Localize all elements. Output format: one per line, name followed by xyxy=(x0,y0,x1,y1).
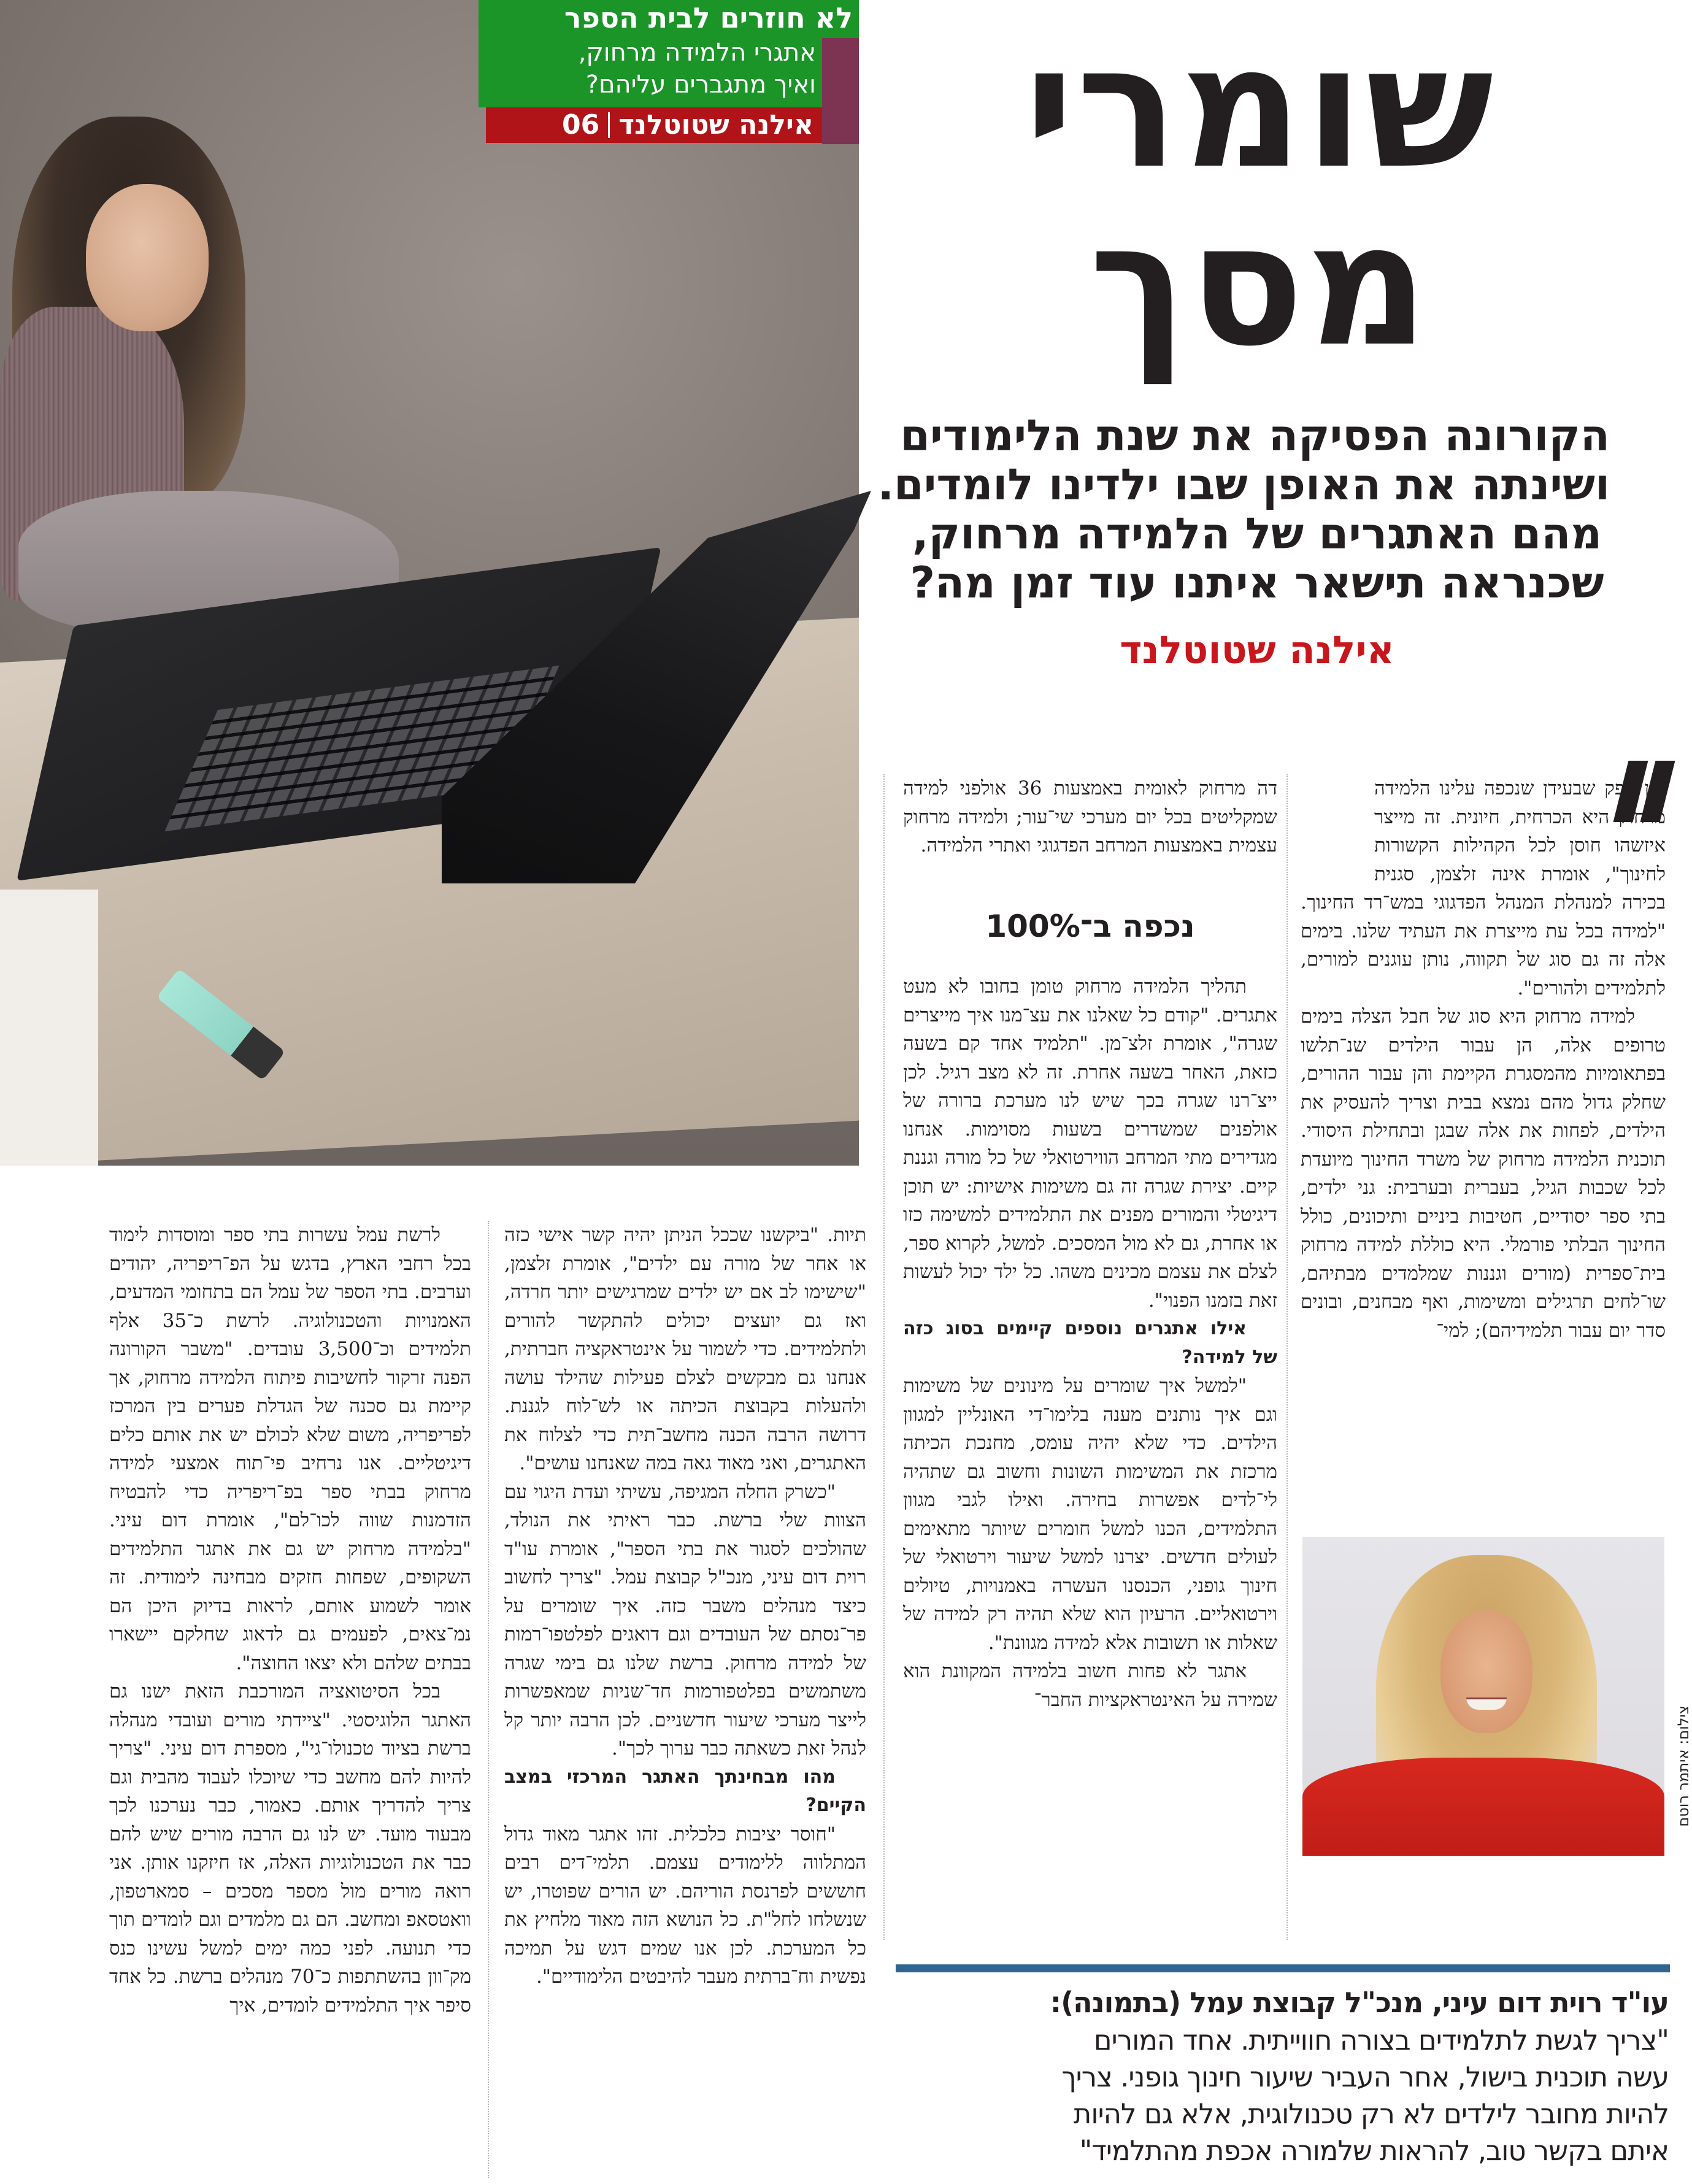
column-paragraph: אתגר לא פחות חשוב בלמידה המקוונת הוא שמירה על האינטראקציות החבר־ xyxy=(903,1660,1277,1711)
section-subheading: נכפה ב־100% xyxy=(985,909,1195,944)
photo-girl-face xyxy=(86,184,209,331)
pull-quote xyxy=(908,1983,1669,2169)
teaser-author: אילנה שטוטלנד xyxy=(618,109,813,140)
pull-quote-line: "צריך לגשת לתלמידים בצורה חווייתית. אחד המורים xyxy=(1093,2024,1669,2056)
article-column-2 xyxy=(903,774,1277,860)
portrait-shirt xyxy=(1302,1758,1664,1856)
column-paragraph: לרשת עמל עשרות בתי ספר ומוסדות לימוד בכל רחבי הארץ, בדגש על הפ־ריפריה, יהודים וערבים. בתי הספר של עמל הם בתחומי המדעים, האמנויות והטכנולוגיה. לרשת כ־35 אלף תלמידים וכ־3,500 עובדים. "משבר הקורונה הפנה זרקור לחשיבות פיתוח הלמידה מרחוק, אך קיימת גם סכנה של הגדלת פערים בין המרכז לפריפריה, משום שלא לכולם יש את אותם כלים דיגיטליים. אנו נרחיב פי־תוח אמצעי למידה מרחוק בבתי ספר בפ־ריפריה כדי להבטיח הזדמנות שווה לכו־לם", אומרת דום עיני. "בלמידה מרחוק יש גם את אתגר התלמידים השקופים, שפחות חזקים מבחינה לימודית. זה אומר לשמוע אותם, לראות בדיוק היכן הם נמ־צאים, לפעמים גם לדאוג שחלקם יישארו בבתים שלהם ולא יצאו החוצה". xyxy=(109,1224,471,1674)
column-paragraph: "למשל איך שומרים על מינונים של משימות וגם איך נותנים מענה בלימו־די האונליין למגוון הילדים. כדי שלא יהיה עומס, מחנכת הכיתה מרכזת את המשימות השונות וחשוב גם שתהיה לי־לדים אפשרות בחירה. ואילו לגבי מגוון התלמידים, הכנו למשל חומרים שיותר מתאימים לעולים חדשים. יצרנו למשל שיעור וירטואלי של חינוך גופני, הכנסנו העשרה באמנויות, טיולים וירטואליים. הרעיון הוא שלא תהיה רק למידה של שאלות או תשובות אלא למידה מגוונת". xyxy=(903,1375,1277,1654)
portrait-photo-ravit-dom-eini xyxy=(1302,1537,1664,1840)
title-line-2: מסך xyxy=(1089,187,1431,383)
teaser-headline: לא חוזרים לבית הספר xyxy=(564,1,853,34)
column-paragraph: דה מרחוק לאומית באמצעות 36 אולפני למידה שמקליטים בכל יום מערכי שי־עור; ולמידה מרחוק עצמית באמצעות המרחב הפדגוגי ואתרי הלמידה. xyxy=(903,777,1277,856)
portrait-smile xyxy=(1466,1698,1507,1710)
interview-question: אילו אתגרים נוספים קיימים בסוג כזה של למידה? xyxy=(903,1318,1277,1368)
pull-quote-line: איתם בקשר טוב, להראות שלמורה אכפת מהתלמיד" xyxy=(1079,2134,1669,2167)
subtitle-line: שכנראה תישאר איתנו עוד זמן מה? xyxy=(910,558,1604,608)
column-divider xyxy=(883,774,885,1940)
pull-quote-rule xyxy=(896,1964,1670,1972)
pull-quote-line: עשה תוכנית בישול, אחר העביר שיעור חינוך גופני. צריך xyxy=(1061,2061,1669,2093)
column-paragraph: בכל הסיטואציה המורכבת הזאת ישנו גם האתגר הלוגיסטי. "ציידתי מורים ועובדי מנהלה ברשת בציוד טכנולו־גי", מספרת דום עיני. "צריך להיות להם מחשב כדי שיוכלו לעבוד מהבית וגם צריך להדריך אותם. כאמור, כבר נערכנו לכך מבעוד מועד. יש לנו גם הרבה מורים שיש להם כבר את הטכנולוגיות האלה, אז חיזקנו אותן. אני רואה מורים מול מספר מסכים – סמארטפון, וואטסאפ ומחשב. הם גם מלמדים וגם לומדים תוך כדי תנועה. לפני כמה ימים למשל עשינו כנס מק־וון בהשתתפות כ־70 מנהלים ברשת. כל אחד סיפר איך התלמידים לומדים, איך xyxy=(109,1680,471,2017)
column-paragraph: "חוסר יציבות כלכלית. זהו אתגר מאוד גדול המתלווה ללימודים עצמם. תלמי־דים רבים חוששים לפרנסת הוריהם. יש הורים שפוטרו, יש שנשלחו לחל"ת. כל הנושא הזה מאוד מלחיץ את כל המערכת. לכן אנו שמים דגש על תמיכה נפשית וח־ברתית מעבר להיבטים הלימודיים". xyxy=(504,1823,866,1988)
interview-question: מהו מבחינתך האתגר המרכזי במצב הקיים? xyxy=(504,1766,866,1816)
article-byline: אילנה שטוטלנד xyxy=(1120,628,1394,672)
portrait-face xyxy=(1440,1610,1532,1733)
article-column-1 xyxy=(1301,774,1666,1345)
column-divider xyxy=(1286,774,1288,1940)
column-paragraph: תהליך הלמידה מרחוק טומן בחובו לא מעט אתגרים. "קודם כל שאלנו את עצ־מנו איך מייצרים שגרה", אומרת זלצ־מן. "תלמיד אחד קם בשעה כזאת, האחר בשעה אחרת. זה לא מצב רגיל. לכן ייצ־רנו שגרה בכך שיש לנו מערכת ברורה של אולפנים שמשדרים בשעות מסוימות. אנחנו מגדירים מתי המרחב הווירטואלי של כל מורה וגננת קיים. יצירת שגרה זה גם משימות אישיות: יש תוכן דיגיטלי והמורים מפנים את התלמידים למשימה כזו או אחרת, גם לא מול המסכים. למשל, לקרוא ספר, לצלם את עצמם מכינים משהו. כל ילד יכול לעשות זאת בזמנו הפנוי". xyxy=(903,975,1277,1312)
column-paragraph: תיות. "ביקשנו שככל הניתן יהיה קשר אישי כזה או אחר של מורה עם ילדים", אומרת זלצמן, "שישימו לב אם יש ילדים שמרגישים יותר חרדה, ואז גם יועצים יכולים להתקשר להורים ולתלמידים. כדי לשמור על אינטראקציה חברתית, אנחנו גם מבקשים לצלם פעילות שהילד עושה ולהעלות בקבוצת הכיתה או לש־לוח לגננת. דרושה הרבה הכנה מחשב־תית כדי לצלוח את האתגרים, ואני מאוד גאה במה שאנחנו עושים". xyxy=(504,1224,866,1474)
photo-paper xyxy=(0,890,98,1166)
photo-credit: צילום: איתמר רוטם xyxy=(1675,1705,1692,1827)
column-paragraph: למידה מרחוק היא סוג של חבל הצלה בימים טרופים אלה, הן עבור הילדים שנ־תלשו בפתאומיות מהמסגרת הקיימת והן עבור ההורים, שחלק גדול מהם נמצא בבית וצריך להעסיק את הילדים, לפחות את אלה שבגן ובתחילת היסודי. תוכנית הלמידה מרחוק של משרד החינוך מיועדת לכל שכבות הגיל, בעברית ובערבית: גני ילדים, בתי ספר יסודיים, חטיבות ביניים ותיכונים, כולל החינוך הבלתי פורמלי. היא כוללת למידה מרחוק בית־ספרית (מורים וגננות שמלמדים מבתיהם, שו־לחים תרגילים ומשימות, ואף מבחנים, ובונים סדר יום עבור תלמידיהם); למי־ xyxy=(1301,1005,1666,1342)
subtitle-line: הקורונה הפסיקה את שנת הלימודים xyxy=(900,410,1610,461)
subtitle-line: ושינתה את האופן שבו ילדינו לומדים. xyxy=(877,459,1610,510)
teaser-page-number: 06 xyxy=(562,109,600,140)
hero-photo-girl-with-laptop xyxy=(0,0,859,1166)
teaser-line-2: אתגרי הלמידה מרחוק, xyxy=(578,39,816,67)
pull-quote-speaker: עו"ד רוית דום עיני, מנכ"ל קבוצת עמל (בתמונה): xyxy=(1050,1986,1669,2019)
teaser-box xyxy=(479,0,859,144)
teaser-separator xyxy=(608,112,610,138)
teaser-purple-strip xyxy=(822,38,859,144)
article-column-3 xyxy=(504,1221,866,1991)
title-line-1: שומרי xyxy=(1024,9,1496,206)
teaser-line-3: ואיך מתגברים עליהם? xyxy=(585,71,816,99)
column-paragraph: אין ספק שבעידן שנכפה עלינו הלמידה מרחוק היא הכרחית, חיונית. זה מייצר איזשהו חוסן לכל הקהילות הקשורות לחינוך", אומרת אינה זלצמן, סגנית בכירה למנהלת המנהל הפדגוגי במש־רד החינוך. "למידה בכל עת מייצרת את העתיד שלנו. בימים אלה זה גם סוג של תקווה, נותן עוגנים למורים, לתלמידים ולהורים". xyxy=(1301,774,1666,1002)
column-divider xyxy=(488,1221,489,2178)
column-paragraph: "כשרק החלה המגיפה, עשיתי ועדת היגוי עם הצוות שלי ברשת. כבר ראיתי את הנולד, שהולכים לסגור את בתי הספר", אומרת עו"ד רוית דום עיני, מנכ"ל קבוצת עמל. "צריך לחשוב כיצד מנהלים משבר כזה. איך שומרים על פר־נסתם של העובדים וגם דואגים לפלטפו־רמות של למידה מרחוק. ברשת שלנו גם בימי שגרה משתמשים בפלטפורמות חד־שניות שמאפשרות לייצר מערכי שיעור חדשניים. לכן הרבה יותר קל לנהל זאת כשאתה כבר ערוך לכך". xyxy=(504,1480,866,1759)
article-title xyxy=(935,9,1585,383)
article-subtitle xyxy=(877,410,1610,608)
subtitle-line: מהם האתגרים של הלמידה מרחוק, xyxy=(912,509,1602,559)
article-column-2-continued xyxy=(903,972,1277,1714)
pull-quote-line: להיות מחובר לילדים לא רק טכנולוגית, אלא גם להיות xyxy=(1073,2097,1669,2130)
quote-mark-spacer xyxy=(1301,774,1374,860)
teaser-author-bar xyxy=(486,107,822,143)
article-column-4 xyxy=(109,1221,471,2020)
